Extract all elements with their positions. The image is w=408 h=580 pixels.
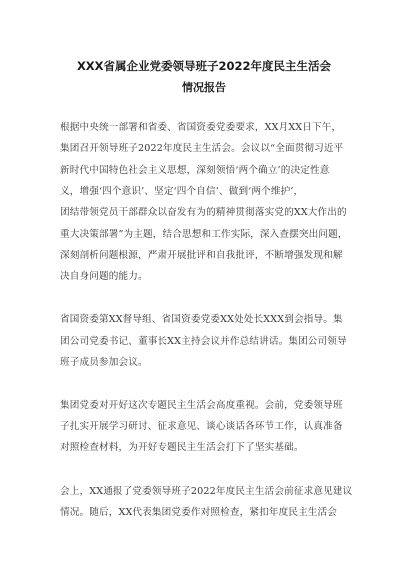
paragraph-1-line-4: 义，增强‘四个意识’、坚定‘四个自信’、做到‘两个维护’， [60,186,304,197]
paragraph-2-line-1: 省国资委第XX督导组、省国资委党委XX处处长XXX到会指导。集 [60,314,343,325]
paragraph-1-line-7: 深刻剖析问题根源，严肃开展批评和自我批评，不断增强发现和解 [60,250,343,261]
paragraph-2-line-2: 团公司党委书记、董事长XX主持会议并作总结讲话。集团公司领导 [60,336,347,347]
document-title: XXX省属企业党委领导班子2022年度民主生活会 [76,59,332,73]
paragraph-1-line-2: 集团召开领导班子2022年度民主生活会。会议以“全面贯彻习近平 [60,143,344,154]
paragraph-2-line-3: 班子成员参加会议。 [60,357,148,368]
paragraph-1-line-5: 团结带领党员干部群众以奋发有为的精神贯彻落实党的XX大作出的 [60,207,347,218]
paragraph-1-line-3: 新时代中国特色社会主义思想，深刻领悟‘两个确立’的决定性意 [60,165,330,176]
paragraph-4-line-2: 情况。随后，XX代表集团党委作对照检查，紧扣年度民主生活会 [60,507,338,518]
paragraph-4-line-1: 会上，XX通报了党委领导班子2022年度民主生活会前征求意见建议 [60,486,353,497]
paragraph-3-line-3: 对照检查材料，为开好专题民主生活会打下了坚实基础。 [60,442,304,453]
paragraph-1-line-6: 重大决策部署”为主题，结合思想和工作实际，深入查摆突出问题， [60,229,348,240]
paragraph-3-line-2: 子扎实开展学习研讨、征求意见、谈心谈话各环节工作，认真准备 [60,421,343,432]
document-subtitle: 情况报告 [182,81,226,94]
paragraph-3-line-1: 集团党委对开好这次专题民主生活会高度重视。会前，党委领导班 [60,400,343,411]
paragraph-1-line-8: 决自身问题的能力。 [60,271,148,282]
paragraph-1-line-1: 根据中央统一部署和省委、省国资委党委要求，XX月XX日下午， [60,122,342,133]
